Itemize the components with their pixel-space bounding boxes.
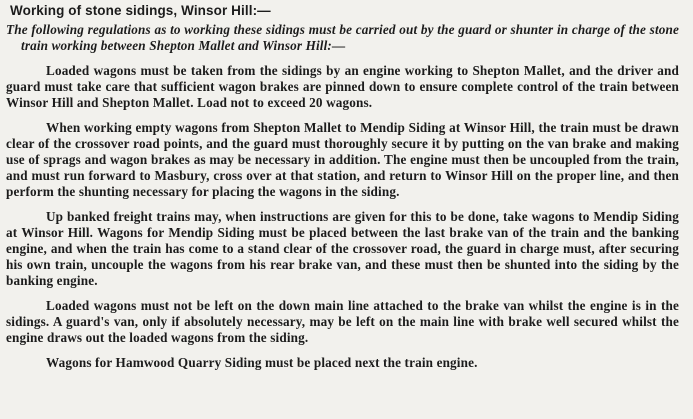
paragraph-banked-trains: Up banked freight trains may, when instructions are given for this to be done, take wagons to Mendip Siding at Winsor Hill. Wagons for Mendip Siding must be placed between the last brake van of the train and the banking engine, and when the train has come to a stand clear of the crossover road, the guard in charge must, after securing his own train, uncouple the wagons from his rear brake van, and these must then be shunted into the siding by the banking engine. <box>6 209 679 288</box>
section-heading: Working of stone sidings, Winsor Hill:— <box>10 3 271 18</box>
paragraph-hamwood-quarry: Wagons for Hamwood Quarry Siding must be placed next the train engine. <box>46 355 478 370</box>
paragraph-down-main-line: Loaded wagons must not be left on the down main line attached to the brake van whilst the engine is in the sidings. A guard's van, only if absolutely necessary, may be left on the main line with brake well secured whilst the engine draws out the loaded wagons from the siding. <box>6 298 679 345</box>
intro-italic-text: The following regulations as to working these sidings must be carried out by the guard or shunter in charge of the stone train working between Shepton Mallet and Winsor Hill:— <box>6 22 679 53</box>
paragraph-loaded-wagons: Loaded wagons must be taken from the sidings by an engine working to Shepton Mallet, and the driver and guard must take care that sufficient wagon brakes are pinned down to ensure complete control of the train between Winsor Hill and Shepton Mallet. Load not to exceed 20 wagons. <box>6 63 679 110</box>
paragraph-empty-wagons: When working empty wagons from Shepton Mallet to Mendip Siding at Winsor Hill, the train must be drawn clear of the crossover road points, and the guard must thoroughly secure it by putting on the van brake and making use of sprags and wagon brakes as may be necessary in addition. The engine must then be uncoupled from the train, and must run forward to Masbury, cross over at that station, and return to Winsor Hill on the proper line, and then perform the shunting necessary for placing the wagons in the siding. <box>6 120 679 199</box>
